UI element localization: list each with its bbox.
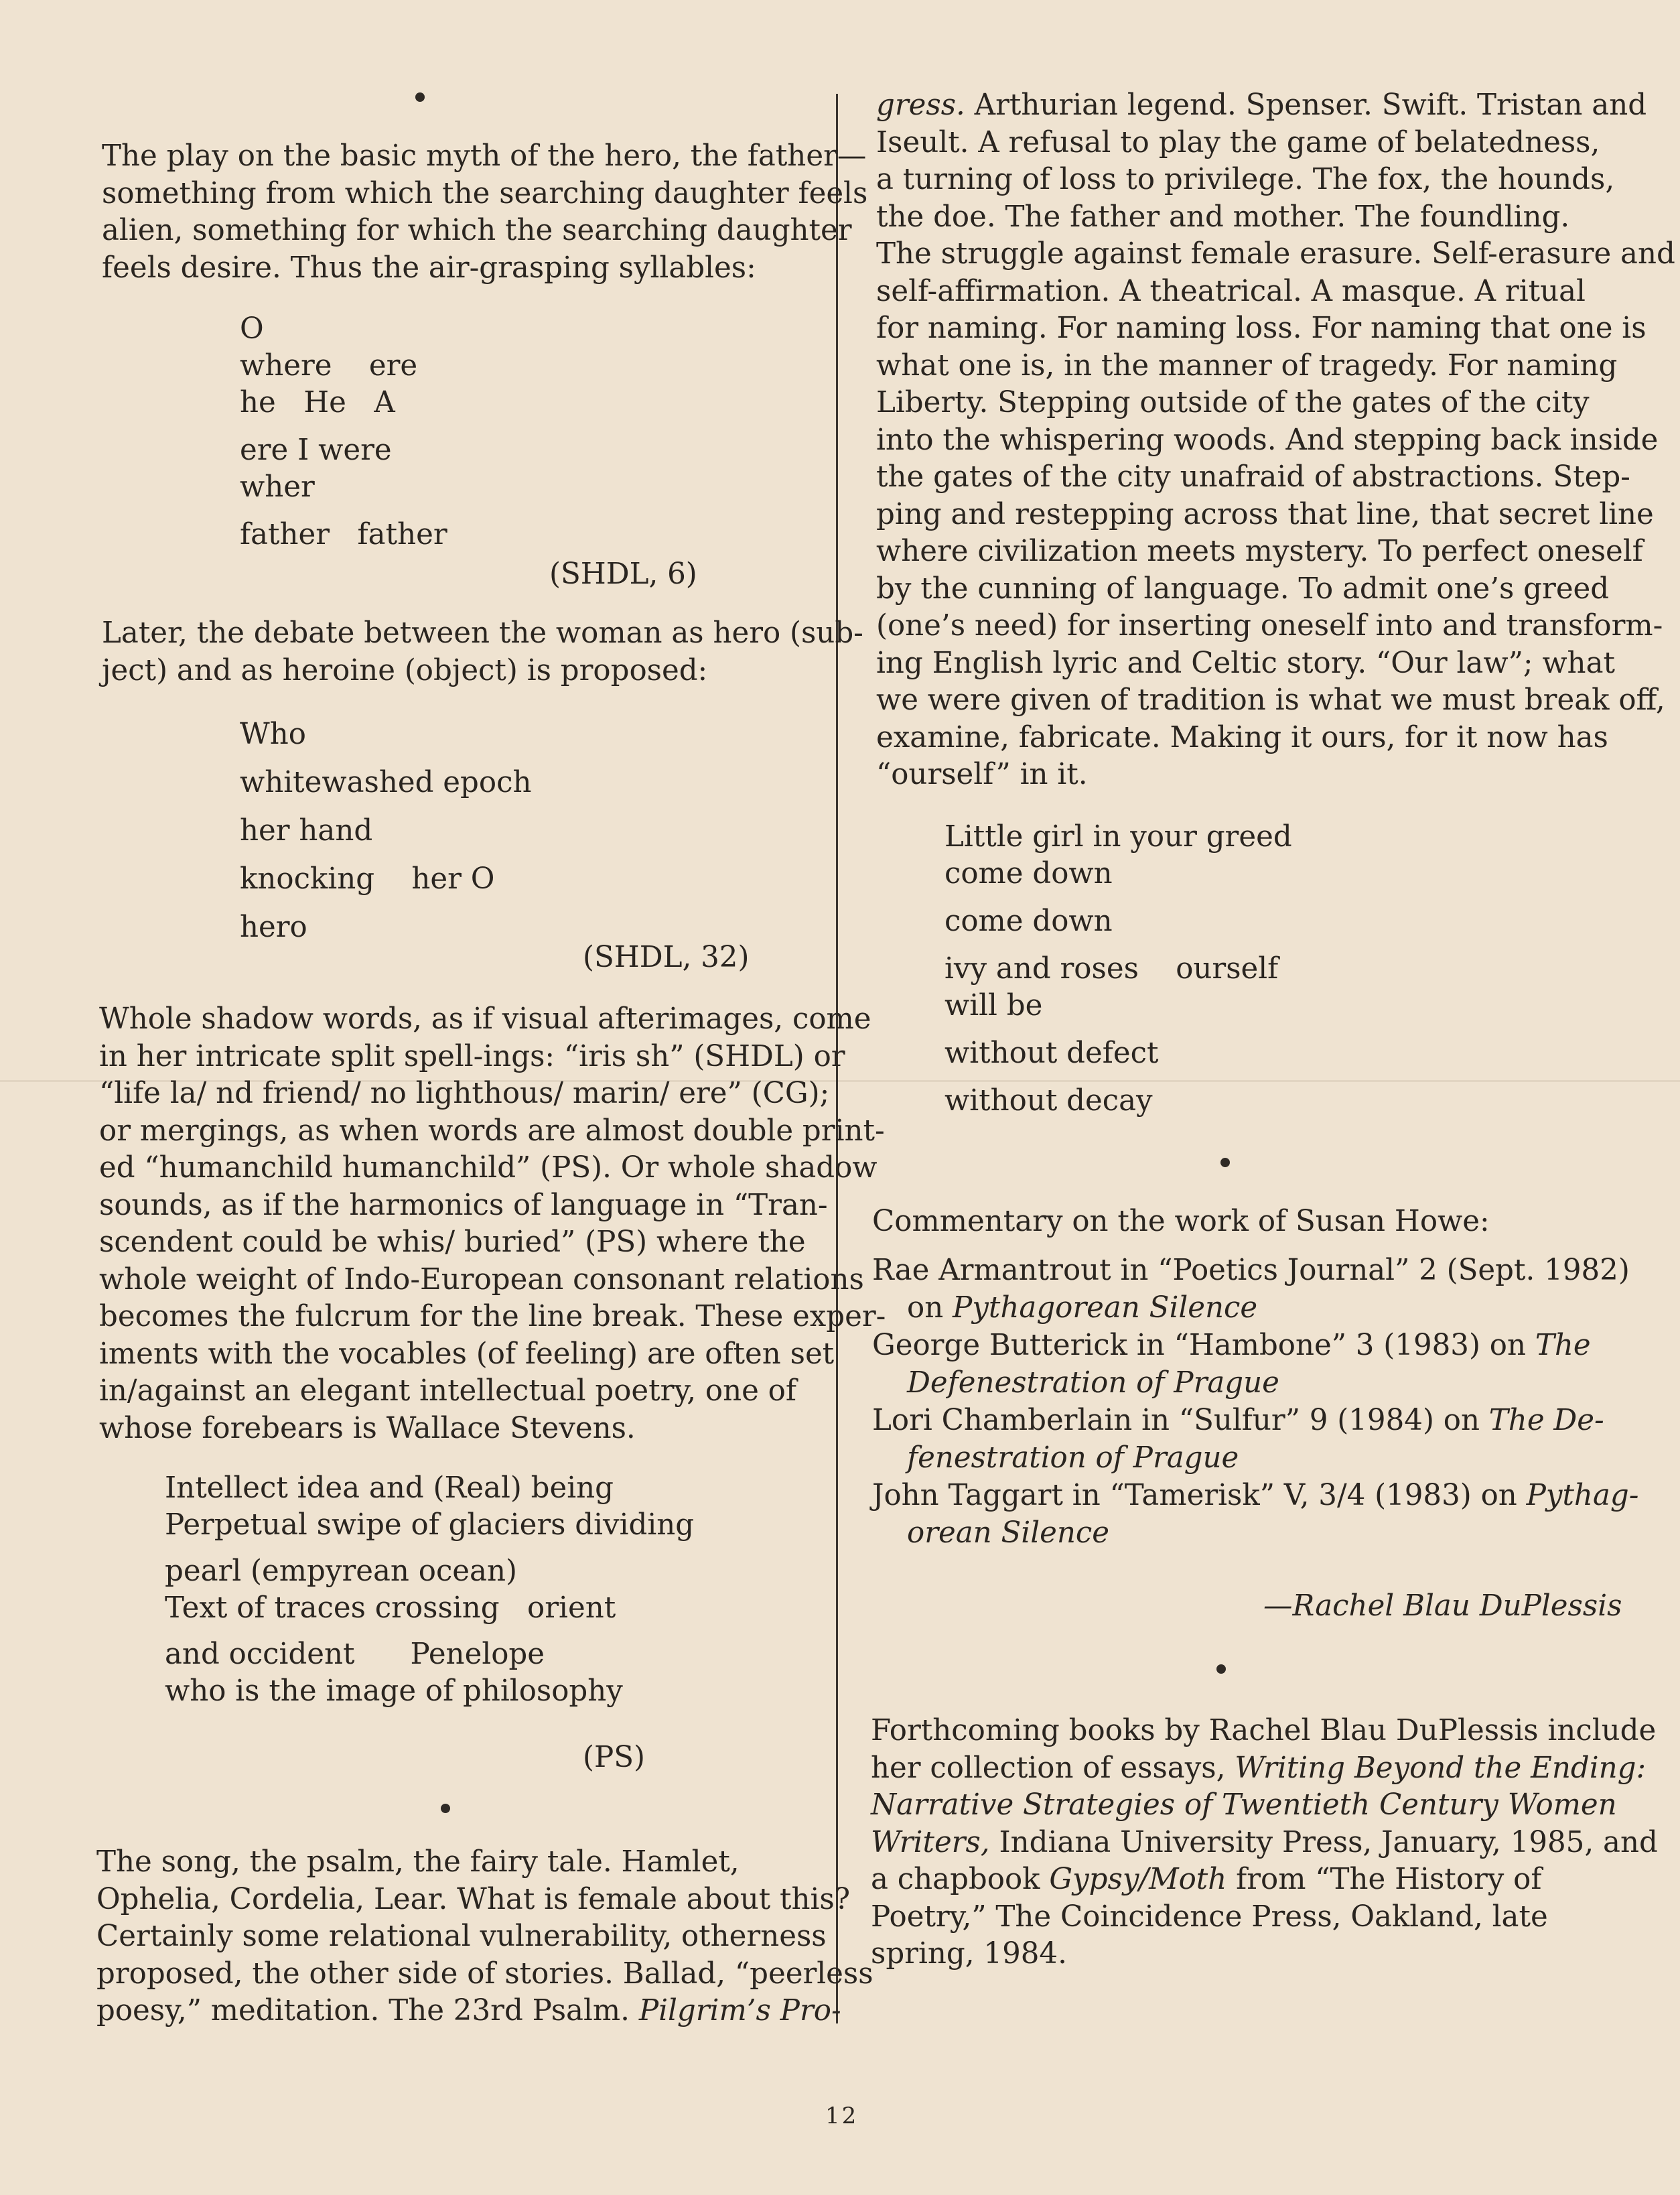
citation-shdl-32: (SHDL, 32) <box>583 941 750 974</box>
forthcoming-books-paragraph: Forthcoming books by Rachel Blau DuPlessis include her collection of essays, Writing Beyond the Ending: Narrative Strategies of Twentieth Century Women Writers, Indiana University Press, January, 1985, and a chapbook Gypsy/Moth from “The History of Poetry,” The Coincidence Press, Oakland, late spring, 1984. <box>871 1714 1658 1971</box>
page-number: 12 <box>825 2103 859 2129</box>
section-bullet <box>441 1804 450 1813</box>
reference-chamberlain: Lori Chamberlain in “Sulfur” 9 (1984) on The De- fenestration of Prague <box>872 1404 1604 1475</box>
commentary-reference-list <box>872 1252 1638 1552</box>
right-paragraph-1: gress. Arthurian legend. Spenser. Swift. Tristan and Iseult. A refusal to play the game of belatedness, a turning of loss to privilege. The fox, the hounds, the doe. The father and mother. The foundling. The struggle against female erasure. Self-erasure and self-affirmation. A theatrical. A masque. A ritual for naming. For naming loss. For naming that one is what one is, in the manner of tragedy. For naming Liberty. Stepping outside of the gates of the city into the whispering woods. And stepping back inside the gates of the city unafraid of abstractions. Step- ping and restepping across that line, that secret line where civilization meets mystery. To perfect oneself by the cunning of language. To admit one’s greed (one’s need) for inserting oneself into and transform- ing English lyric and Celtic story. “Our law”; what we were given of tradition is what we must break off, examine, fabricate. Making it ours, for it now has “ourself” in it. <box>876 88 1675 791</box>
left-paragraph-2: Later, the debate between the woman as hero (sub- ject) and as heroine (object) is proposed: <box>102 616 863 687</box>
section-bullet <box>1220 1158 1230 1167</box>
verse-air-grasping: O where ere he He A ere I were wher father father <box>240 312 447 551</box>
section-bullet <box>1216 1664 1226 1674</box>
reference-butterick: George Butterick in “Hambone” 3 (1983) on The Defenestration of Prague <box>872 1329 1591 1400</box>
reference-armantrout: Rae Armantrout in “Poetics Journal” 2 (Sept. 1982) on Pythagorean Silence <box>872 1254 1630 1325</box>
verse-whitewashed-epoch: Who whitewashed epoch her hand knocking her O hero <box>240 718 532 944</box>
verse-intellect-idea: Intellect idea and (Real) being Perpetual swipe of glaciers dividing pearl (empyrean ocean) Text of traces crossing orient and occident Penelope who is the image of philosophy <box>165 1471 695 1708</box>
citation-ps: (PS) <box>583 1741 646 1774</box>
commentary-heading: Commentary on the work of Susan Howe: <box>872 1205 1490 1238</box>
left-paragraph-4: The song, the psalm, the fairy tale. Hamlet, Ophelia, Cordelia, Lear. What is female about this? Certainly some relational vulnerability, otherness proposed, the other side of stories. Ballad, “peerless poesy,” meditation. The 23rd Psalm. Pilgrim’s Pro- <box>96 1845 873 2027</box>
left-paragraph-1: The play on the basic myth of the hero, the father— something from which the searching daughter feels alien, something for which the searching daughter feels desire. Thus the air-grasping syllables: <box>102 139 868 285</box>
section-bullet <box>415 92 425 102</box>
author-signature: —Rachel Blau DuPlessis <box>1263 1589 1622 1623</box>
reference-taggart: John Taggart in “Tamerisk” V, 3/4 (1983) on Pythag- orean Silence <box>872 1479 1639 1550</box>
citation-shdl-6: (SHDL, 6) <box>549 557 697 591</box>
left-paragraph-3: Whole shadow words, as if visual afterimages, come in her intricate split spell-ings: “iris sh” (SHDL) or “life la/ nd friend/ no lighthous/ marin/ ere” (CG); or mergings, as when words are almost double print- ed “humanchild humanchild” (PS). Or whole shadow sounds, as if the harmonics of language in “Tran- scendent could be whis/ buried” (PS) where the whole weight of Indo-European consonant relations becomes the fulcrum for the line break. These exper- iments with the vocables (of feeling) are often set in/against an elegant intellectual poetry, one of whose forebears is Wallace Stevens. <box>99 1002 886 1445</box>
verse-little-girl: Little girl in your greed come down come down ivy and roses ourself will be without defect without decay <box>944 820 1292 1118</box>
